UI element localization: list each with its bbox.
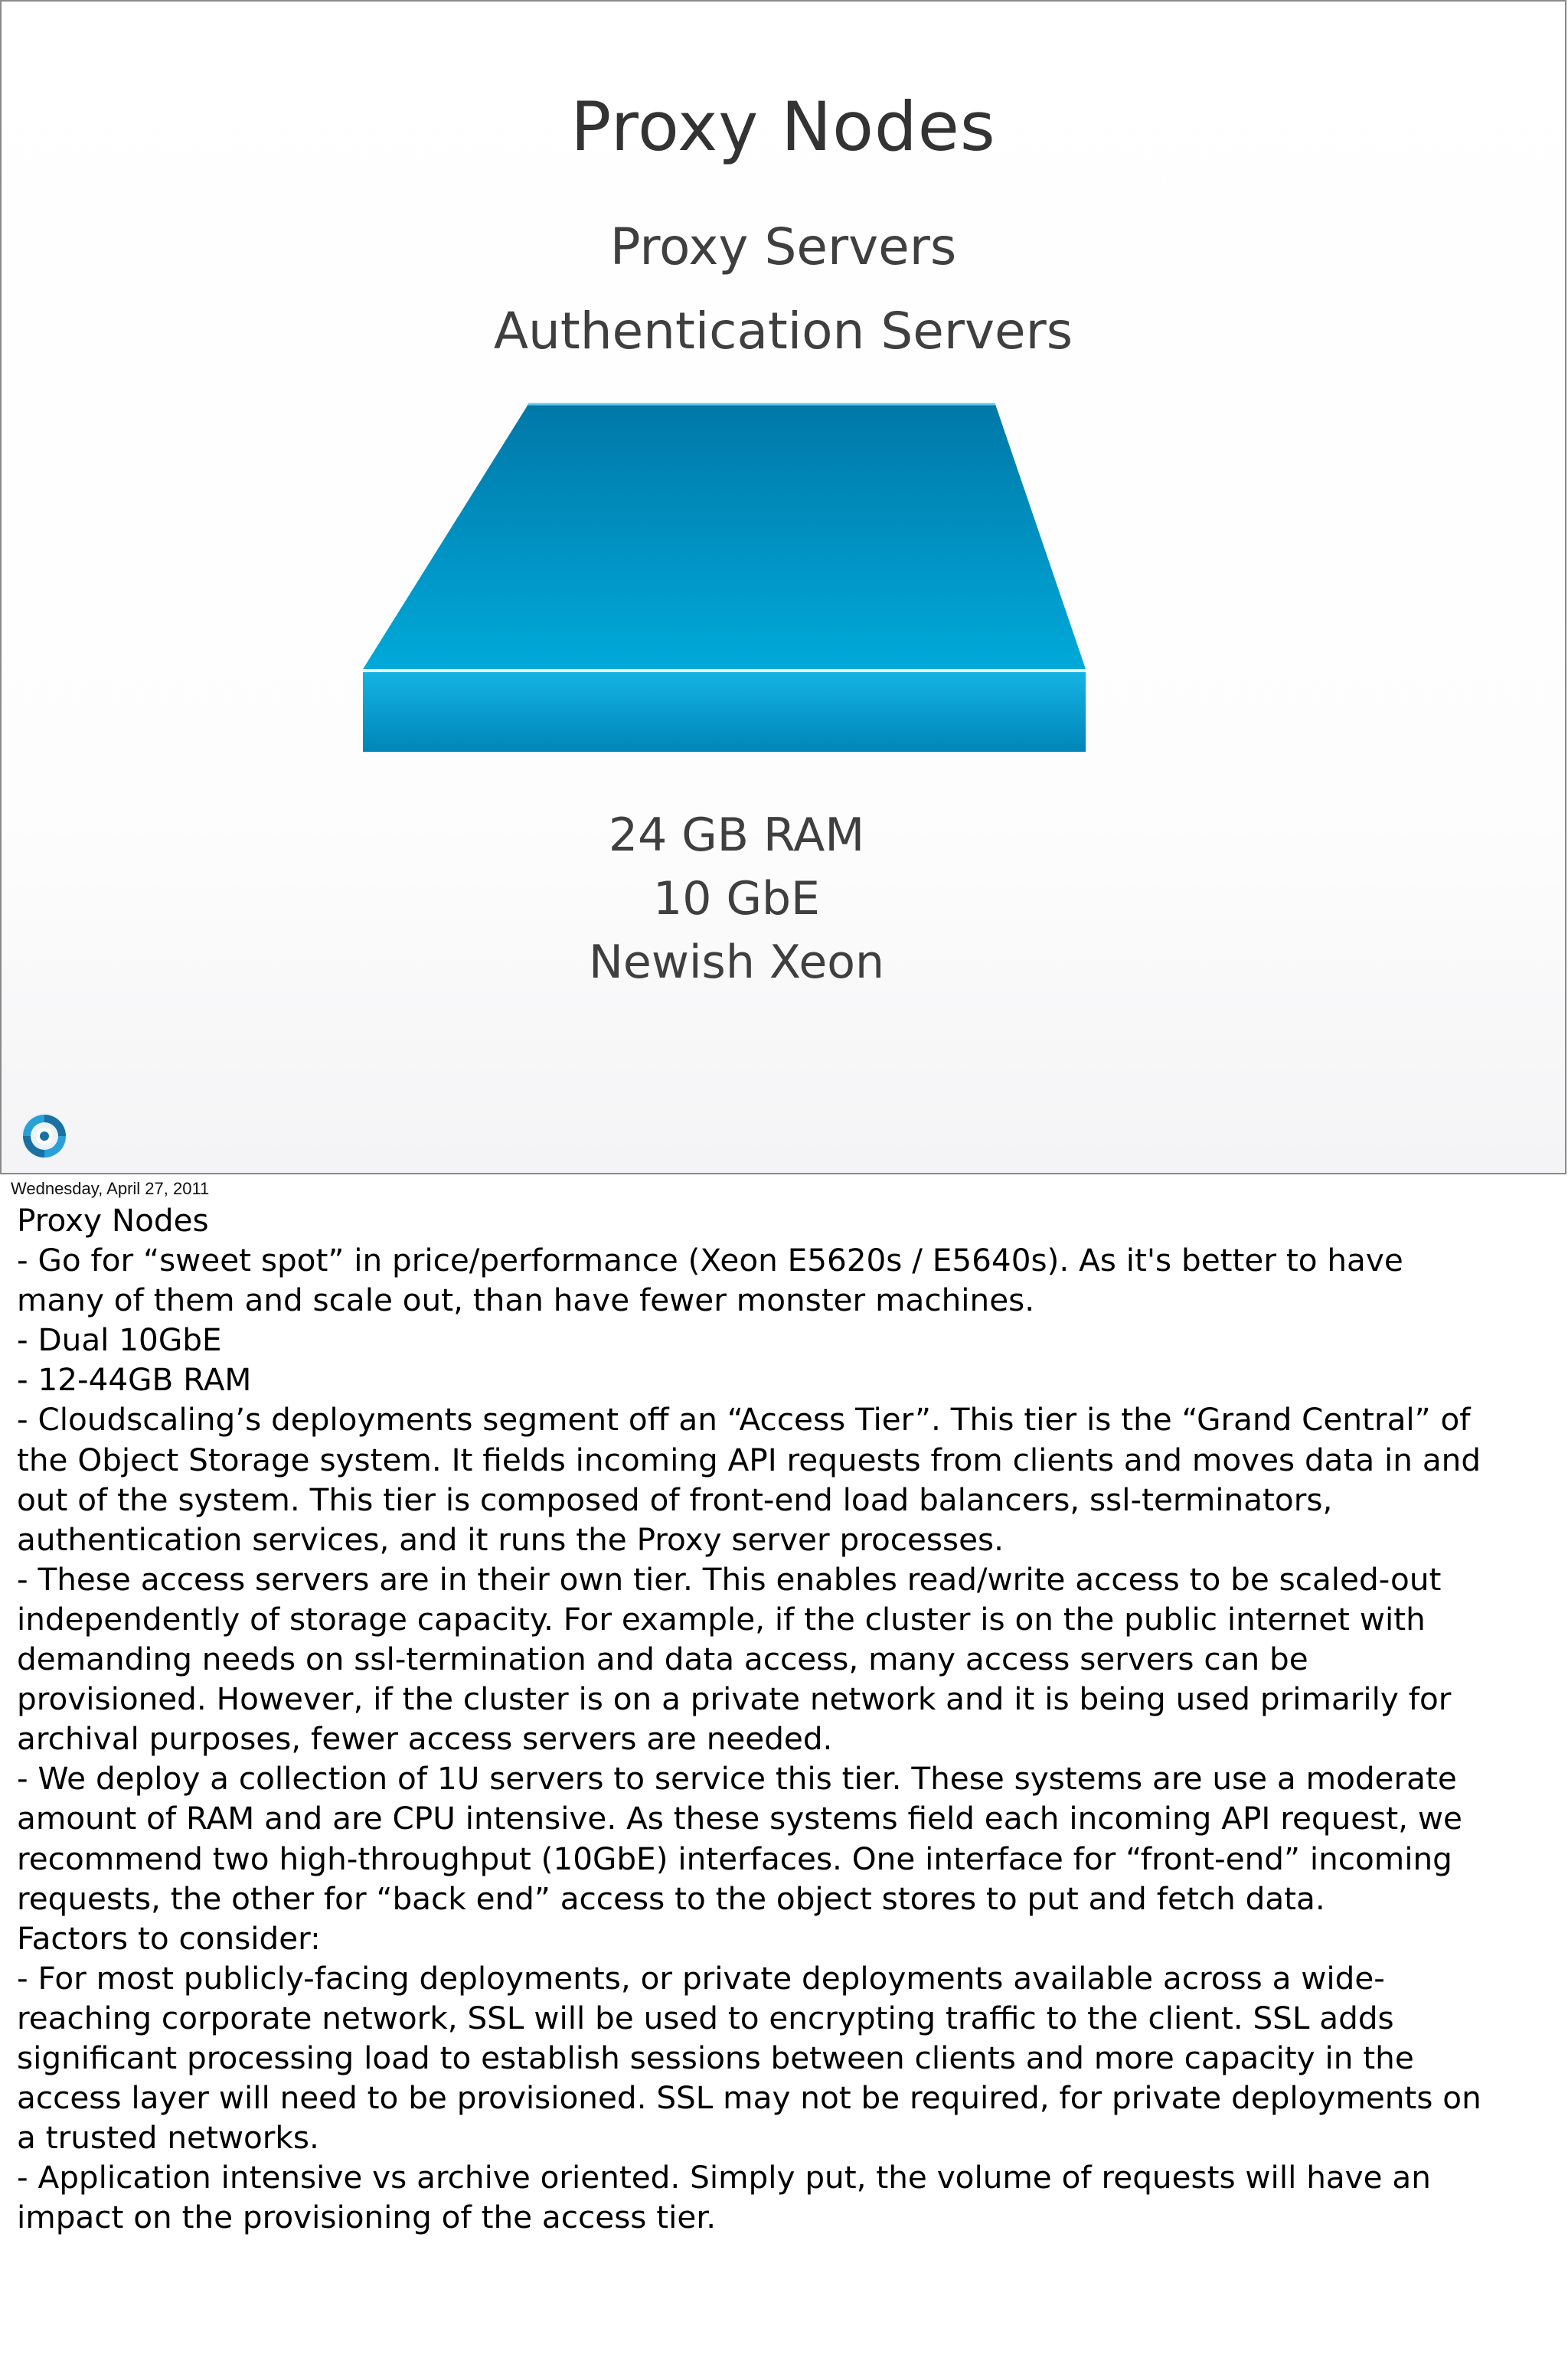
cloudscaling-logo-icon: [18, 1110, 70, 1162]
notes-line: access layer will need to be provisioned. SSL may not be required, for private deployments on: [17, 2079, 1481, 2117]
notes-line: a trusted networks.: [17, 2119, 319, 2157]
notes-line: - Go for “sweet spot” in price/performance (Xeon E5620s / E5640s). As it's better to have: [17, 1242, 1403, 1279]
notes-line: - 12-44GB RAM: [17, 1361, 252, 1399]
notes-line: amount of RAM and are CPU intensive. As these systems field each incoming API request, we: [17, 1800, 1462, 1837]
server-top-face: [363, 404, 1086, 669]
notes-line: many of them and scale out, than have fewer monster machines.: [17, 1282, 1035, 1319]
speaker-notes: [17, 1200, 1556, 2237]
notes-line: - Dual 10GbE: [17, 1321, 222, 1359]
notes-line: - These access servers are in their own tier. This enables read/write access to be scaled-out: [17, 1560, 1442, 1598]
spec-network: 10 GbE: [653, 872, 820, 926]
notes-line: the Object Storage system. It fields incoming API requests from clients and moves data in and: [17, 1441, 1481, 1478]
notes-line: archival purposes, fewer access servers are needed.: [17, 1720, 833, 1758]
notes-line: recommend two high-throughput (10GbE) interfaces. One interface for “front-end” incoming: [17, 1840, 1452, 1877]
notes-line: - For most publicly-facing deployments, or private deployments available across a wide-: [17, 1959, 1385, 1997]
slide-subtitle-proxy-servers: Proxy Servers: [609, 217, 957, 276]
spec-cpu: Newish Xeon: [589, 936, 884, 989]
slide-title: Proxy Nodes: [570, 87, 996, 166]
slide-subtitle-authentication-servers: Authentication Servers: [493, 302, 1073, 361]
notes-line: significant processing load to establish sessions between clients and more capacity in the: [17, 2039, 1414, 2076]
notes-line: demanding needs on ssl-termination and data access, many access servers can be: [17, 1641, 1308, 1678]
notes-line: - Cloudscaling’s deployments segment off an “Access Tier”. This tier is the “Grand Central” of: [17, 1401, 1471, 1438]
notes-line: Factors to consider:: [17, 1919, 321, 1957]
notes-line: requests, the other for “back end” access to the object stores to put and fetch data.: [17, 1879, 1325, 1917]
notes-line: out of the system. This tier is composed of front-end load balancers, ssl-terminators,: [17, 1481, 1333, 1518]
notes-line: - We deploy a collection of 1U servers to service this tier. These systems are use a moderate: [17, 1760, 1457, 1798]
slide-date: Wednesday, April 27, 2011: [11, 1179, 210, 1198]
server-specs: [507, 804, 966, 994]
notes-line: authentication services, and it runs the Proxy server processes.: [17, 1520, 1004, 1558]
notes-line: independently of storage capacity. For example, if the cluster is on the public internet with: [17, 1600, 1426, 1638]
spec-ram: 24 GB RAM: [608, 808, 865, 862]
notes-line: provisioned. However, if the cluster is on a private network and it is being used primarily for: [17, 1680, 1452, 1718]
slide: [0, 0, 1566, 1174]
notes-line: impact on the provisioning of the access tier.: [17, 2199, 717, 2236]
server-illustration: [361, 401, 1089, 753]
notes-line: reaching corporate network, SSL will be used to encrypting traffic to the client. SSL adds: [17, 1999, 1394, 2036]
server-front-face: [363, 672, 1086, 752]
notes-line: - Application intensive vs archive oriented. Simply put, the volume of requests will have an: [17, 2159, 1431, 2196]
notes-line: Proxy Nodes: [17, 1202, 209, 1239]
